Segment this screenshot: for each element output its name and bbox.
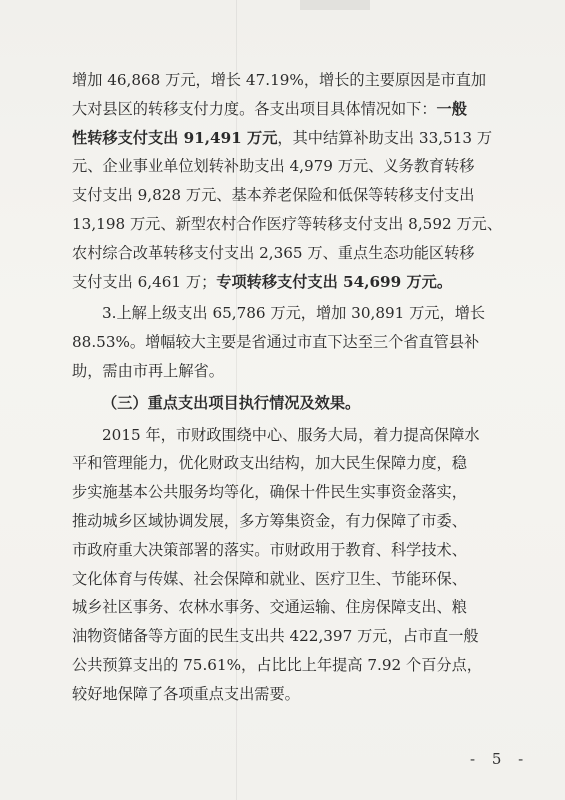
text-segment: 13,198 万元、新型农村合作医疗等转移支付支出 8,592 万元、	[72, 214, 503, 233]
text-segment: 元、企业事业单位划转补助支出 4,979 万元、义务教育转移	[72, 157, 475, 176]
text-line	[72, 66, 506, 95]
text-line	[72, 152, 506, 181]
text-segment: 88.53%。增幅较大主要是省通过市直下达至三个省直管县补	[72, 333, 480, 352]
scan-artifact	[300, 0, 370, 10]
text-segment: 助，需由市再上解省。	[72, 361, 224, 380]
text-line	[72, 181, 506, 210]
text-line	[72, 124, 506, 153]
text-line	[72, 651, 506, 680]
text-segment: 支付支出 6,461 万；	[72, 272, 217, 291]
text-segment: 支付支出 9,828 万元、基本养老保险和低保等转移支付支出	[72, 186, 475, 205]
text-line	[72, 536, 506, 565]
text-line	[72, 357, 506, 386]
section-heading: （三）重点支出项目执行情况及效果。	[102, 393, 361, 412]
text-line	[72, 210, 506, 239]
text-segment: 大对县区的转移支付力度。各支出项目具体情况如下：	[72, 99, 437, 118]
text-segment: 公共预算支出的 75.61%，占比比上年提高 7.92 个百分点，	[72, 655, 482, 674]
text-line	[72, 593, 506, 622]
text-line	[72, 299, 506, 328]
text-line	[72, 95, 506, 124]
text-line	[72, 622, 506, 651]
text-segment: 步实施基本公共服务均等化，确保十件民生实事资金落实，	[72, 483, 467, 502]
text-line	[72, 478, 506, 507]
text-line	[72, 421, 506, 450]
text-line	[72, 565, 506, 594]
text-line	[72, 268, 506, 297]
text-segment: 平和管理能力，优化财政支出结构，加大民生保障力度，稳	[72, 454, 467, 473]
bold-text: 一般	[436, 99, 467, 118]
page-number: - 5 -	[470, 750, 530, 768]
text-segment: 推动城乡区域协调发展，多方筹集资金，有力保障了市委、	[72, 511, 467, 530]
text-segment: ，其中结算补助支出 33,513 万	[277, 128, 493, 147]
text-line	[72, 680, 506, 709]
text-line	[72, 507, 506, 536]
text-segment: 农村综合改革转移支付支出 2,365 万、重点生态功能区转移	[72, 243, 475, 262]
text-segment: 增加 46,868 万元，增长 47.19%，增长的主要原因是市直加	[72, 71, 487, 89]
text-segment: 市政府重大决策部署的落实。市财政用于教育、科学技术、	[72, 540, 467, 559]
bold-text: 性转移支付支出 91,491 万元	[72, 128, 278, 147]
text-segment: 较好地保障了各项重点支出需要。	[72, 684, 300, 703]
body-text	[72, 66, 506, 709]
text-segment: 油物资储备等方面的民生支出共 422,397 万元，占市直一般	[72, 627, 479, 646]
text-segment: 文化体育与传媒、社会保障和就业、医疗卫生、节能环保、	[72, 569, 467, 588]
text-line	[72, 449, 506, 478]
bold-text: 专项转移支付支出 54,699 万元。	[216, 272, 453, 291]
text-segment: 城乡社区事务、农林水事务、交通运输、住房保障支出、粮	[72, 598, 467, 617]
text-segment: 3.上解上级支出 65,786 万元，增加 30,891 万元，增长	[102, 304, 486, 323]
text-line	[72, 328, 506, 357]
text-segment: 2015 年，市财政围绕中心、服务大局，着力提高保障水	[102, 425, 480, 444]
text-line	[72, 239, 506, 268]
